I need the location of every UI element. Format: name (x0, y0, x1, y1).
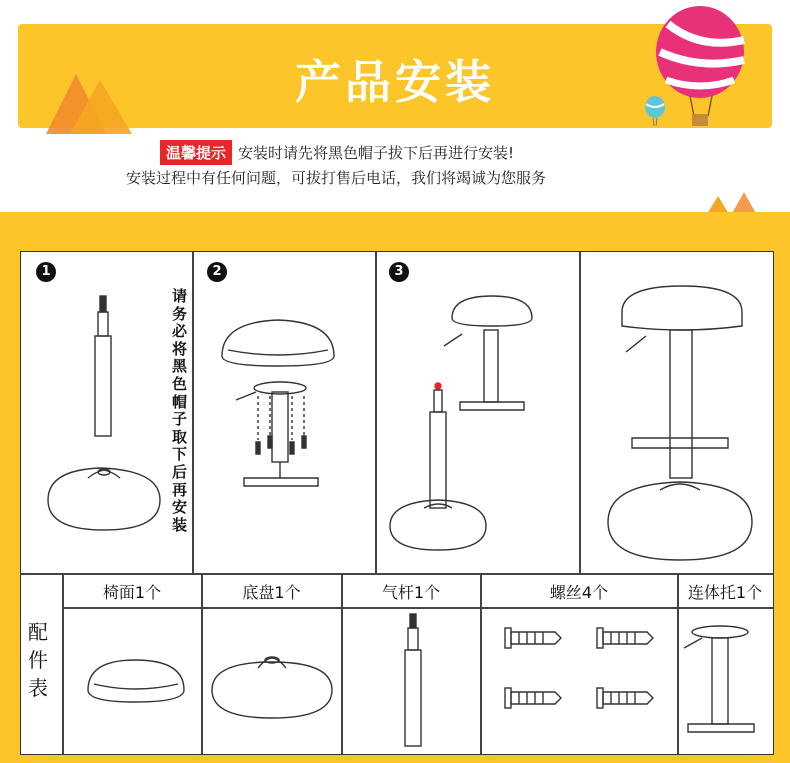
part-seat-illustration (88, 660, 184, 702)
page-title: 产品安装 (295, 55, 495, 109)
step1-gas-lift-illustration (48, 296, 160, 530)
part-screws-illustration (505, 628, 653, 708)
step3-assembly-illustration (390, 296, 532, 550)
parts-list-label: 配件表 (28, 620, 48, 700)
step2-seat-mounting-illustration (222, 320, 334, 486)
part-label-gas-lift: 气杆1个 (381, 583, 441, 602)
part-label-connector: 连体托1个 (687, 583, 763, 602)
part-gas-lift-illustration (405, 614, 421, 746)
part-base-illustration (212, 657, 332, 718)
tip-line-2: 安装过程中有任何问题，可拔打售后电话，我们将竭诚为您服务 (126, 169, 547, 187)
step-number-2: 2 (207, 262, 227, 282)
step-number-1: 1 (36, 262, 56, 282)
part-label-seat: 椅面1个 (102, 583, 162, 602)
tip-badge: 温馨提示 (160, 140, 232, 165)
step-number-3: 3 (389, 262, 409, 282)
tip-line-1-text: 安装时请先将黑色帽子拔下后再进行安装! (238, 144, 515, 162)
part-label-screws: 螺丝4个 (549, 583, 609, 602)
finished-stool-illustration (608, 286, 752, 560)
part-connector-illustration (684, 626, 754, 732)
part-label-base: 底盘1个 (242, 583, 301, 602)
remove-cap-note: 请务必将黑色帽子取下后再安装 (172, 287, 188, 534)
